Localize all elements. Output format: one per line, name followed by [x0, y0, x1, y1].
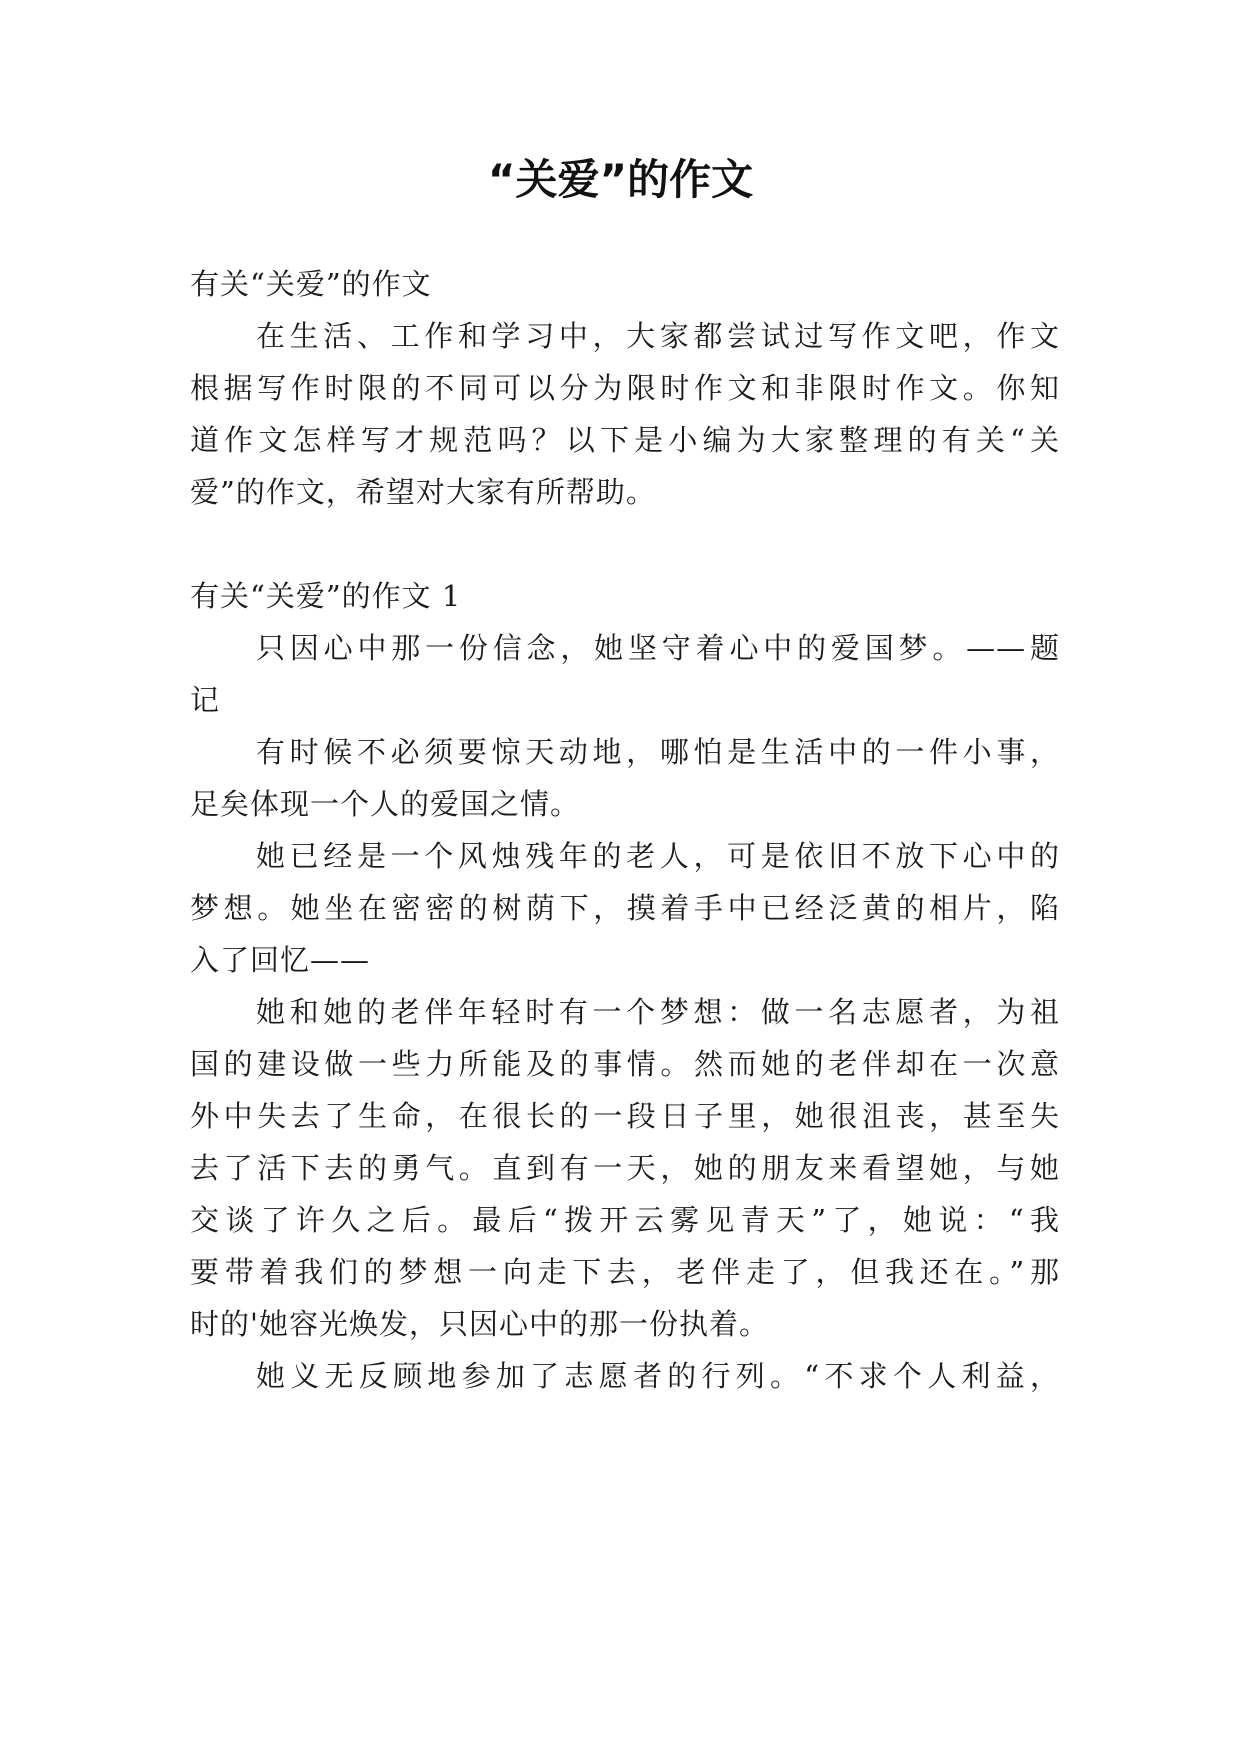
- text-line: 交谈了许久之后。最后“拨开云雾见青天”了，她说：“我: [190, 1203, 1060, 1237]
- intro-heading: 有关“关爱”的作文: [190, 267, 432, 301]
- text-line: 要带着我们的梦想一向走下去，老伴走了，但我还在。”那: [190, 1255, 1060, 1289]
- text-line: 记: [190, 683, 221, 717]
- text-line: 入了回忆——: [190, 943, 371, 977]
- text-line: 外中失去了生命，在很长的一段日子里，她很沮丧，甚至失: [190, 1099, 1060, 1133]
- section-heading: 有关“关爱”的作文 1: [190, 579, 462, 613]
- text-line: 只因心中那一份信念，她坚守着心中的爱国梦。——题: [256, 631, 1060, 665]
- text-line: 爱”的作文，希望对大家有所帮助。: [190, 475, 656, 509]
- text-line: 道作文怎样写才规范吗？以下是小编为大家整理的有关“关: [190, 423, 1060, 457]
- text-line: 梦想。她坐在密密的树荫下，摸着手中已经泛黄的相片，陷: [190, 891, 1060, 925]
- text-line: 她义无反顾地参加了志愿者的行列。“不求个人利益，: [256, 1359, 1060, 1393]
- document-title: “关爱”的作文: [487, 155, 754, 204]
- text-line: 足矣体现一个人的爱国之情。: [190, 787, 581, 821]
- text-line: 她和她的老伴年轻时有一个梦想：做一名志愿者，为祖: [256, 995, 1060, 1029]
- text-line: 在生活、工作和学习中，大家都尝试过写作文吧，作文: [256, 319, 1060, 353]
- text-line: 国的建设做一些力所能及的事情。然而她的老伴却在一次意: [190, 1047, 1060, 1081]
- text-line: 有时候不必须要惊天动地，哪怕是生活中的一件小事，: [256, 735, 1060, 769]
- text-line: 根据写作时限的不同可以分为限时作文和非限时作文。你知: [190, 371, 1060, 405]
- text-line: 她已经是一个风烛残年的老人，可是依旧不放下心中的: [256, 839, 1060, 873]
- text-line: 时的'她容光焕发，只因心中的那一份执着。: [190, 1307, 769, 1341]
- text-line: 去了活下去的勇气。直到有一天，她的朋友来看望她，与她: [190, 1151, 1060, 1185]
